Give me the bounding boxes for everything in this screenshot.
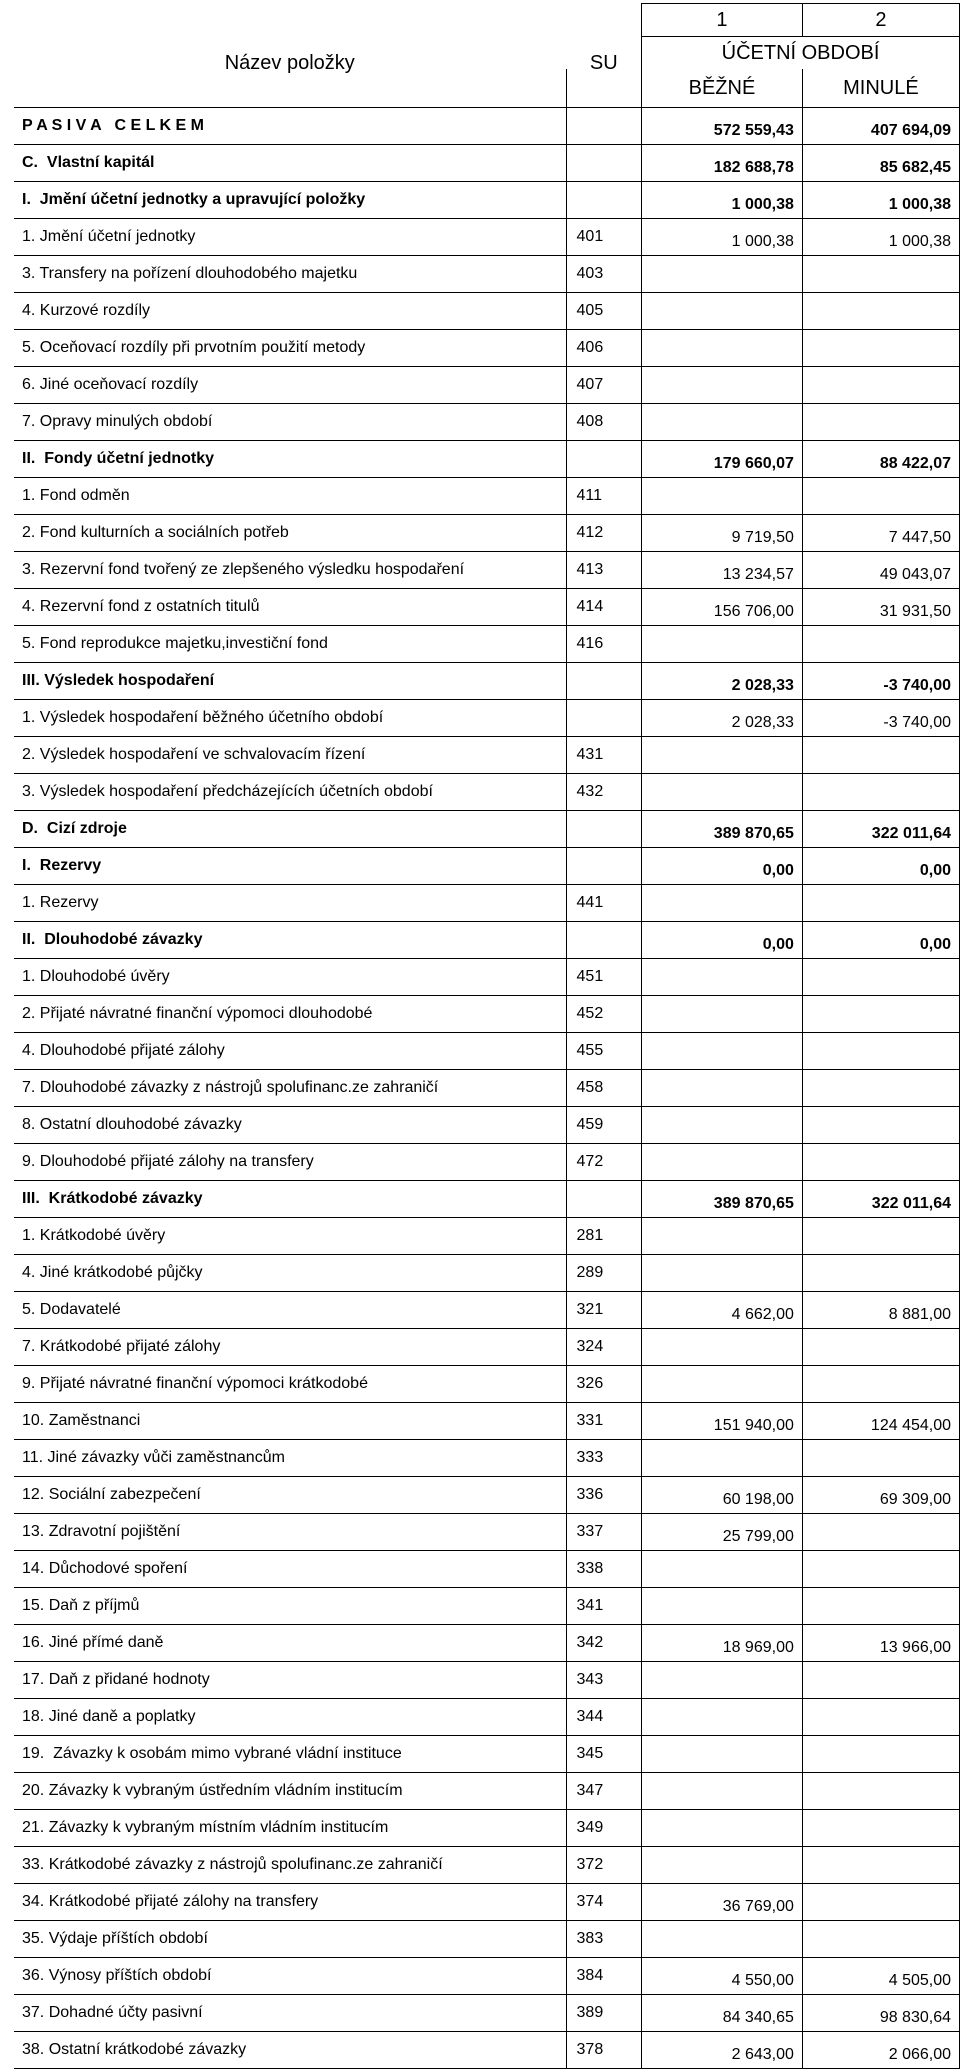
table-row	[14, 219, 960, 256]
row-name: 19. Závazky k osobám mimo vybrané vládní instituce	[14, 1736, 566, 1773]
table-row	[14, 1551, 960, 1588]
row-current: 4 550,00	[642, 1958, 803, 1995]
row-current: 0,00	[642, 922, 803, 959]
table-row	[14, 1847, 960, 1884]
row-su: 416	[566, 626, 642, 663]
row-su: 343	[566, 1662, 642, 1699]
row-name: 3. Transfery na pořízení dlouhodobého majetku	[14, 256, 566, 293]
row-su: 411	[566, 478, 642, 515]
table-row	[14, 996, 960, 1033]
row-previous	[802, 1847, 959, 1884]
row-su: 459	[566, 1107, 642, 1144]
row-previous: 1 000,38	[802, 182, 959, 219]
row-su	[566, 108, 642, 145]
row-su: 408	[566, 404, 642, 441]
row-current	[642, 885, 803, 922]
row-name: II. Fondy účetní jednotky	[14, 441, 566, 478]
row-name: 1. Jmění účetní jednotky	[14, 219, 566, 256]
row-previous	[802, 885, 959, 922]
row-previous: 4 505,00	[802, 1958, 959, 1995]
header-period: ÚČETNÍ OBDOBÍ	[642, 37, 960, 70]
table-row	[14, 1403, 960, 1440]
table-row	[14, 1884, 960, 1921]
row-current: 389 870,65	[642, 811, 803, 848]
table-row	[14, 1773, 960, 1810]
row-su: 472	[566, 1144, 642, 1181]
table-row	[14, 404, 960, 441]
row-name: 9. Dlouhodobé přijaté zálohy na transfery	[14, 1144, 566, 1181]
row-previous	[802, 1070, 959, 1107]
row-previous: 13 966,00	[802, 1625, 959, 1662]
row-previous: 88 422,07	[802, 441, 959, 478]
row-su: 452	[566, 996, 642, 1033]
row-su: 412	[566, 515, 642, 552]
table-row	[14, 367, 960, 404]
row-previous	[802, 959, 959, 996]
row-previous	[802, 1551, 959, 1588]
row-previous: -3 740,00	[802, 663, 959, 700]
row-current	[642, 1921, 803, 1958]
table-row	[14, 1921, 960, 1958]
row-su	[566, 441, 642, 478]
row-previous: 2 066,00	[802, 2032, 959, 2069]
row-su: 326	[566, 1366, 642, 1403]
row-name: 8. Ostatní dlouhodobé závazky	[14, 1107, 566, 1144]
row-current	[642, 774, 803, 811]
table-row	[14, 1810, 960, 1847]
row-previous	[802, 478, 959, 515]
row-current	[642, 1588, 803, 1625]
row-current: 2 028,33	[642, 663, 803, 700]
row-previous: 322 011,64	[802, 1181, 959, 1218]
row-name: 6. Jiné oceňovací rozdíly	[14, 367, 566, 404]
table-row	[14, 1107, 960, 1144]
row-previous	[802, 1736, 959, 1773]
header-col1: 1	[642, 4, 803, 37]
row-name: 37. Dohadné účty pasivní	[14, 1995, 566, 2032]
row-previous	[802, 1884, 959, 1921]
row-previous: 322 011,64	[802, 811, 959, 848]
row-previous: -3 740,00	[802, 700, 959, 737]
row-current	[642, 737, 803, 774]
row-name: 20. Závazky k vybraným ústředním vládním institucím	[14, 1773, 566, 1810]
row-su: 344	[566, 1699, 642, 1736]
row-previous	[802, 1773, 959, 1810]
row-current: 389 870,65	[642, 1181, 803, 1218]
row-name: D. Cizí zdroje	[14, 811, 566, 848]
row-current: 156 706,00	[642, 589, 803, 626]
row-su: 331	[566, 1403, 642, 1440]
row-current: 36 769,00	[642, 1884, 803, 1921]
row-current	[642, 1847, 803, 1884]
row-current: 2 028,33	[642, 700, 803, 737]
row-current	[642, 1699, 803, 1736]
row-su: 338	[566, 1551, 642, 1588]
row-current: 0,00	[642, 848, 803, 885]
row-su: 349	[566, 1810, 642, 1847]
row-previous	[802, 1921, 959, 1958]
table-row	[14, 922, 960, 959]
row-previous: 31 931,50	[802, 589, 959, 626]
row-name: 2. Přijaté návratné finanční výpomoci dlouhodobé	[14, 996, 566, 1033]
row-su	[566, 182, 642, 219]
row-name: 4. Dlouhodobé přijaté zálohy	[14, 1033, 566, 1070]
row-name: 9. Přijaté návratné finanční výpomoci krátkodobé	[14, 1366, 566, 1403]
row-name: 2. Výsledek hospodaření ve schvalovacím řízení	[14, 737, 566, 774]
row-previous	[802, 367, 959, 404]
header-name: Název položky	[14, 44, 566, 83]
row-current: 84 340,65	[642, 1995, 803, 2032]
row-name: 7. Krátkodobé přijaté zálohy	[14, 1329, 566, 1366]
row-previous	[802, 737, 959, 774]
table-row	[14, 848, 960, 885]
row-su: 289	[566, 1255, 642, 1292]
header-col2: 2	[802, 4, 959, 37]
row-su: 403	[566, 256, 642, 293]
row-previous	[802, 1810, 959, 1847]
row-previous	[802, 1699, 959, 1736]
row-name: 18. Jiné daně a poplatky	[14, 1699, 566, 1736]
row-name: 33. Krátkodobé závazky z nástrojů spolufinanc.ze zahraničí	[14, 1847, 566, 1884]
row-name: 2. Fond kulturních a sociálních potřeb	[14, 515, 566, 552]
header-current: BĚŽNÉ	[642, 69, 803, 108]
row-current	[642, 1218, 803, 1255]
row-su: 372	[566, 1847, 642, 1884]
row-su	[566, 663, 642, 700]
table-row	[14, 811, 960, 848]
table-row	[14, 1995, 960, 2032]
row-su: 337	[566, 1514, 642, 1551]
row-su: 321	[566, 1292, 642, 1329]
row-name: 35. Výdaje příštích období	[14, 1921, 566, 1958]
row-su: 431	[566, 737, 642, 774]
table-row	[14, 959, 960, 996]
row-name: 1. Rezervy	[14, 885, 566, 922]
table-row	[14, 700, 960, 737]
row-previous	[802, 1107, 959, 1144]
row-su: 281	[566, 1218, 642, 1255]
row-name: 13. Zdravotní pojištění	[14, 1514, 566, 1551]
row-su: 451	[566, 959, 642, 996]
row-su: 378	[566, 2032, 642, 2069]
row-name: III. Výsledek hospodaření	[14, 663, 566, 700]
row-su: 432	[566, 774, 642, 811]
row-name: C. Vlastní kapitál	[14, 145, 566, 182]
header-previous: MINULÉ	[802, 69, 959, 108]
row-current	[642, 1033, 803, 1070]
table-row	[14, 1736, 960, 1773]
balance-sheet	[14, 3, 960, 2069]
row-su: 406	[566, 330, 642, 367]
row-name: P A S I V A C E L K E M	[14, 108, 566, 145]
row-su: 389	[566, 1995, 642, 2032]
row-su	[566, 1181, 642, 1218]
table-row	[14, 552, 960, 589]
row-name: 15. Daň z příjmů	[14, 1588, 566, 1625]
table-row	[14, 1440, 960, 1477]
row-su: 341	[566, 1588, 642, 1625]
row-su: 345	[566, 1736, 642, 1773]
row-name: III. Krátkodobé závazky	[14, 1181, 566, 1218]
row-name: 7. Opravy minulých období	[14, 404, 566, 441]
table-row	[14, 885, 960, 922]
table-row	[14, 589, 960, 626]
row-previous	[802, 1218, 959, 1255]
table-row	[14, 1329, 960, 1366]
row-su: 336	[566, 1477, 642, 1514]
row-current: 18 969,00	[642, 1625, 803, 1662]
table-row	[14, 108, 960, 145]
row-current: 1 000,38	[642, 182, 803, 219]
row-name: 38. Ostatní krátkodobé závazky	[14, 2032, 566, 2069]
row-name: 34. Krátkodobé přijaté zálohy na transfery	[14, 1884, 566, 1921]
row-current	[642, 1366, 803, 1403]
table-row	[14, 1218, 960, 1255]
table-row	[14, 1588, 960, 1625]
row-su: 383	[566, 1921, 642, 1958]
table-row	[14, 1181, 960, 1218]
row-previous: 98 830,64	[802, 1995, 959, 2032]
row-su: 405	[566, 293, 642, 330]
row-current	[642, 1255, 803, 1292]
row-current: 1 000,38	[642, 219, 803, 256]
row-current	[642, 626, 803, 663]
row-name: 1. Výsledek hospodaření běžného účetního období	[14, 700, 566, 737]
row-su: 347	[566, 1773, 642, 1810]
row-name: 1. Fond odměn	[14, 478, 566, 515]
row-current	[642, 330, 803, 367]
row-previous: 1 000,38	[802, 219, 959, 256]
row-previous	[802, 1514, 959, 1551]
row-previous: 49 043,07	[802, 552, 959, 589]
row-previous	[802, 996, 959, 1033]
row-su: 441	[566, 885, 642, 922]
table-body	[14, 108, 960, 2069]
row-name: 3. Výsledek hospodaření předcházejících účetních období	[14, 774, 566, 811]
row-current: 2 643,00	[642, 2032, 803, 2069]
liabilities-table	[14, 3, 960, 2069]
table-row	[14, 1033, 960, 1070]
table-row	[14, 145, 960, 182]
row-su: 342	[566, 1625, 642, 1662]
row-su: 401	[566, 219, 642, 256]
row-previous	[802, 1588, 959, 1625]
table-row	[14, 515, 960, 552]
row-previous: 0,00	[802, 848, 959, 885]
table-row	[14, 737, 960, 774]
row-current: 60 198,00	[642, 1477, 803, 1514]
row-su: 384	[566, 1958, 642, 1995]
row-previous	[802, 1329, 959, 1366]
row-current: 13 234,57	[642, 552, 803, 589]
row-su	[566, 922, 642, 959]
row-name: 1. Krátkodobé úvěry	[14, 1218, 566, 1255]
row-name: 4. Kurzové rozdíly	[14, 293, 566, 330]
row-name: 21. Závazky k vybraným místním vládním institucím	[14, 1810, 566, 1847]
row-previous	[802, 774, 959, 811]
row-su	[566, 145, 642, 182]
row-previous: 124 454,00	[802, 1403, 959, 1440]
row-previous: 407 694,09	[802, 108, 959, 145]
row-su	[566, 811, 642, 848]
table-row	[14, 1070, 960, 1107]
row-previous: 0,00	[802, 922, 959, 959]
row-previous	[802, 256, 959, 293]
row-current: 9 719,50	[642, 515, 803, 552]
row-su: 458	[566, 1070, 642, 1107]
row-current	[642, 1440, 803, 1477]
row-name: 1. Dlouhodobé úvěry	[14, 959, 566, 996]
row-current: 4 662,00	[642, 1292, 803, 1329]
row-current: 151 940,00	[642, 1403, 803, 1440]
row-name: 36. Výnosy příštích období	[14, 1958, 566, 1995]
row-current	[642, 293, 803, 330]
row-current	[642, 1736, 803, 1773]
row-previous	[802, 1033, 959, 1070]
row-name: I. Jmění účetní jednotky a upravující položky	[14, 182, 566, 219]
row-current	[642, 1810, 803, 1847]
table-row	[14, 1662, 960, 1699]
row-current	[642, 1662, 803, 1699]
row-su: 333	[566, 1440, 642, 1477]
row-current	[642, 1144, 803, 1181]
row-current: 182 688,78	[642, 145, 803, 182]
table-row	[14, 256, 960, 293]
row-previous: 85 682,45	[802, 145, 959, 182]
table-row	[14, 626, 960, 663]
row-current: 25 799,00	[642, 1514, 803, 1551]
row-previous	[802, 1662, 959, 1699]
header-row-numbers	[14, 4, 960, 37]
row-su: 324	[566, 1329, 642, 1366]
table-row	[14, 1255, 960, 1292]
table-row	[14, 1625, 960, 1662]
row-current	[642, 256, 803, 293]
row-name: I. Rezervy	[14, 848, 566, 885]
table-row	[14, 1514, 960, 1551]
row-name: 14. Důchodové spoření	[14, 1551, 566, 1588]
header-su: SU	[566, 44, 642, 83]
row-name: 16. Jiné přímé daně	[14, 1625, 566, 1662]
row-previous	[802, 626, 959, 663]
table-row	[14, 1292, 960, 1329]
table-row	[14, 478, 960, 515]
row-previous: 8 881,00	[802, 1292, 959, 1329]
row-current: 572 559,43	[642, 108, 803, 145]
table-row	[14, 441, 960, 478]
row-previous	[802, 1366, 959, 1403]
row-current: 179 660,07	[642, 441, 803, 478]
row-current	[642, 1551, 803, 1588]
table-row	[14, 2032, 960, 2069]
row-name: II. Dlouhodobé závazky	[14, 922, 566, 959]
row-name: 5. Dodavatelé	[14, 1292, 566, 1329]
row-su: 414	[566, 589, 642, 626]
row-previous: 69 309,00	[802, 1477, 959, 1514]
row-previous	[802, 404, 959, 441]
row-previous	[802, 1144, 959, 1181]
row-current	[642, 404, 803, 441]
row-current	[642, 1329, 803, 1366]
row-previous	[802, 293, 959, 330]
header-row-labels	[14, 69, 960, 108]
row-name: 12. Sociální zabezpečení	[14, 1477, 566, 1514]
row-current	[642, 1107, 803, 1144]
row-previous	[802, 1255, 959, 1292]
row-name: 17. Daň z přidané hodnoty	[14, 1662, 566, 1699]
row-previous: 7 447,50	[802, 515, 959, 552]
row-su	[566, 848, 642, 885]
row-name: 11. Jiné závazky vůči zaměstnancům	[14, 1440, 566, 1477]
row-current	[642, 959, 803, 996]
row-su: 374	[566, 1884, 642, 1921]
row-current	[642, 367, 803, 404]
row-su	[566, 700, 642, 737]
table-row	[14, 663, 960, 700]
table-row	[14, 330, 960, 367]
row-name: 5. Oceňovací rozdíly při prvotním použití metody	[14, 330, 566, 367]
row-current	[642, 478, 803, 515]
table-row	[14, 1699, 960, 1736]
row-name: 10. Zaměstnanci	[14, 1403, 566, 1440]
row-name: 5. Fond reprodukce majetku,investiční fond	[14, 626, 566, 663]
table-row	[14, 1477, 960, 1514]
row-previous	[802, 1440, 959, 1477]
table-row	[14, 182, 960, 219]
row-current	[642, 996, 803, 1033]
table-row	[14, 1366, 960, 1403]
row-current	[642, 1773, 803, 1810]
row-name: 4. Rezervní fond z ostatních titulů	[14, 589, 566, 626]
row-name: 3. Rezervní fond tvořený ze zlepšeného výsledku hospodaření	[14, 552, 566, 589]
row-su: 413	[566, 552, 642, 589]
table-row	[14, 774, 960, 811]
row-previous	[802, 330, 959, 367]
row-name: 4. Jiné krátkodobé půjčky	[14, 1255, 566, 1292]
table-row	[14, 293, 960, 330]
row-su: 407	[566, 367, 642, 404]
table-row	[14, 1144, 960, 1181]
table-row	[14, 1958, 960, 1995]
row-su: 455	[566, 1033, 642, 1070]
row-name: 7. Dlouhodobé závazky z nástrojů spolufinanc.ze zahraničí	[14, 1070, 566, 1107]
row-current	[642, 1070, 803, 1107]
